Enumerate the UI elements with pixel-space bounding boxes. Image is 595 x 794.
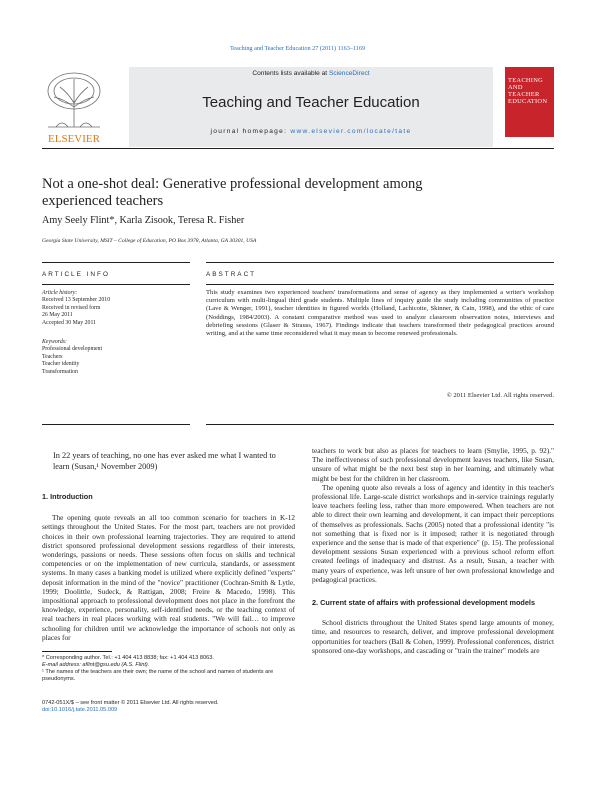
- cover-title: TEACHING AND TEACHER EDUCATION: [508, 77, 548, 105]
- journal-homepage: [129, 128, 493, 135]
- abstract-heading: ABSTRACT: [206, 271, 257, 278]
- elsevier-logo: [42, 67, 106, 145]
- article-info: [42, 290, 182, 376]
- homepage-prefix: journal homepage:: [210, 128, 291, 135]
- right-column: [312, 446, 554, 655]
- section-heading: 1. Introduction: [42, 492, 93, 501]
- paragraph: teachers to work but also as places for teachers to learn (Smylie, 1995, p. 92)." The ineffectiveness of such professional development leaves teachers, like Susan, unsure of what might be the next best step in her learning, and ultimately what might be best for the children in her classroom.: [312, 446, 554, 483]
- keywords-label: Keywords:: [42, 339, 67, 346]
- svg-text:ELSEVIER: ELSEVIER: [48, 133, 100, 145]
- email-note[interactable]: E-mail address: aflint@gsu.edu (A.S. Flint).: [42, 662, 150, 668]
- article-info-heading: ARTICLE INFO: [42, 271, 110, 278]
- abstract-rule-mid: [206, 284, 554, 285]
- article-title: Not a one-shot deal: Generative professional development among experienced teachers: [42, 176, 423, 209]
- doi-link[interactable]: doi:10.1016/j.tate.2011.05.009: [42, 707, 118, 713]
- footnote-1: ¹ The names of the teachers are their own; the name of the school and names of students are pseudonyms.: [42, 669, 274, 682]
- paragraph: The opening quote reveals an all too common scenario for teachers in K-12 settings throughout the United States. For the most part, teachers are not provided choices in their own professional learning trajectories. They are required to attend district sponsored professional development sessions regardless of their interests, wonderings, passions or needs. These sessions often focus on skills and technical competencies or on the implementation of new curricula, standards, or assessment systems. In many cases a banking model is utilized where explicitly defined "experts" deposit information in the mind of the "novice" practitioner (Cochran-Smith & Lytle, 1999; Doolittle, Sudeck, & Rattigan, 2008; Freire & Macedo, 1998). This impositional approach to professional development does not place in the forefront the knowledge, experience, personality, self-identified needs, or the teaching context of real teachers in real places working with real students. "We will fail… to improve schooling for children until we acknowledge the importance of schools not only as places for: [42, 513, 295, 642]
- history-line: 26 May 2011: [42, 312, 73, 319]
- contents-prefix: Contents lists available at: [252, 70, 329, 77]
- keyword: Professional development: [42, 346, 103, 353]
- abstract-copyright: © 2011 Elsevier Ltd. All rights reserved.: [446, 392, 554, 399]
- keyword: Teachers: [42, 353, 63, 360]
- history-line: Accepted 30 May 2011: [42, 319, 97, 326]
- homepage-link[interactable]: www.elsevier.com/locate/tate: [290, 128, 412, 135]
- issn-line: [42, 700, 292, 714]
- history-line: Received in revised form: [42, 304, 101, 311]
- abstract-rule-top: [206, 262, 554, 263]
- footnotes: [42, 655, 292, 683]
- history-label: Article history:: [42, 290, 78, 296]
- section-heading: 2. Current state of affairs with professional development models: [312, 598, 536, 608]
- abstract-text: This study examines two experienced teachers' transformations and sense of agency as they implemented a writer's workshop curriculum with multi-lingual third grade students. Multiple lines of inquiry guide the study including communities of practice (Lave & Wenger, 1991), teacher identities in figured worlds (Holland, Lachicotte, Skinner, & Cain, 1998), and the ethic of care (Noddings, 1984/2003). A constant comparative method was used to analyze classroom observation notes, interviews and debriefing sessions (Glaser & Strauss, 1967). Findings indicate that teachers transformed their pedagogical practices around writing, and at the same time reconsidered what it may mean to become renewed professionals.: [206, 289, 554, 338]
- sciencedirect-link[interactable]: ScienceDirect: [328, 70, 370, 77]
- paragraph: The opening quote also reveals a loss of agency and identity in this teacher's professional life. Large-scale district workshops and in-service trainings regularly leave teachers feeling less, rather than more empowered. When teachers are not able to direct their own learning and development, it can impact their perceptions of themselves as professionals. Sachs (2005) noted that a professional identity "is not something that is fixed nor is it imposed; rather it is negotiated through experience and the sense that is made of that experience" (p. 15). The professional development sessions Susan experienced with a previous school reform effort created feelings of inadequacy and distrust. As a result, Susan, a teacher with many years of experience, was left unsure of her own professional knowledge and pedagogical practices.: [312, 482, 554, 584]
- tree-logo-icon: [42, 67, 106, 145]
- authors: Amy Seely Flint*, Karla Zisook, Teresa R. Fisher: [42, 215, 245, 226]
- info-rule-top: [42, 262, 190, 263]
- journal-reference[interactable]: Teaching and Teacher Education 27 (2011) 1163–1169: [229, 45, 366, 52]
- affiliation: Georgia State University, MSIT – College of Education, PO Box 3978, Atlanta, GA 30301, USA: [42, 238, 257, 244]
- journal-title: Teaching and Teacher Education: [202, 94, 420, 111]
- header-rule: [42, 148, 554, 149]
- history-line: Received 13 September 2010: [42, 297, 111, 304]
- info-rule-mid: [42, 284, 190, 285]
- keyword: Transformation: [42, 368, 78, 375]
- abstract-rule-bottom: [206, 424, 554, 425]
- paragraph: School districts throughout the United States spend large amounts of money, time, and resources to research, deliver, and improve professional development opportunities for teachers (Ball & Cohen, 1999). Professional conferences, district sponsored one-day workshops, and cascading or "train the trainer" models are: [312, 618, 554, 655]
- journal-cover-thumbnail[interactable]: [505, 67, 554, 137]
- left-column: [42, 492, 295, 642]
- corresponding-author-note: * Corresponding author. Tel.: +1 404 413 8838; fax: +1 404 413 8063.: [42, 655, 214, 661]
- info-rule-bottom: [42, 424, 190, 425]
- issn: 0742-051X/$ – see front matter © 2011 Elsevier Ltd. All rights reserved.: [42, 700, 219, 706]
- keyword: Teacher identity: [42, 361, 80, 368]
- footnote-rule: [42, 651, 112, 652]
- contents-line: [129, 70, 493, 77]
- epigraph: In 22 years of teaching, no one has ever asked me what I wanted to learn (Susan,¹ November 2009): [53, 451, 276, 471]
